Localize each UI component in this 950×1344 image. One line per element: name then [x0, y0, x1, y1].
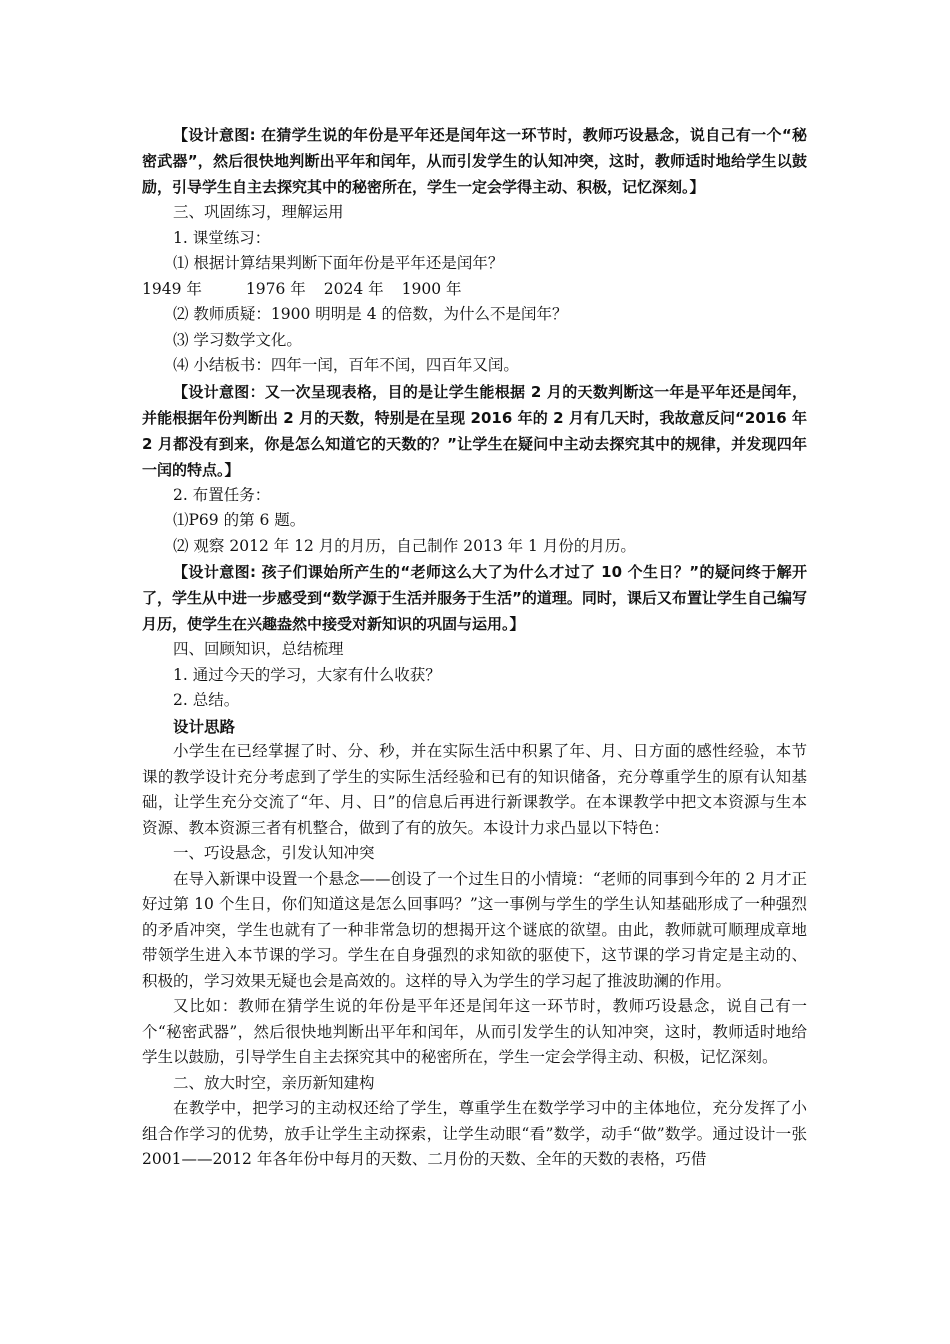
year-list — [142, 277, 807, 303]
design-ideas-title: 设计思路 — [173, 716, 236, 736]
feature-heading-2: 二、放大时空，亲历新知建构 — [173, 1073, 375, 1092]
feature-paragraph-1: 在导入新课中设置一个悬念——创设了一个过生日的小情境：“老师的同事到今年的 2 月才正好过第 10 个生日，你们知道这是怎么回事吗？”这一事例与学生的学生认知基础形成了一种强烈的矛盾冲突，学生也就有了一种非常急切的想揭开这个谜底的欲望。由此，教师就可顺理成章地带领学生进入本节课的学习。学生在自身强烈的求知欲的驱使下，这节课的学习肯定是主动的、积极的，学习效果无疑也会是高效的。这样的导入为学生的学习起了推波助澜的作用。 — [142, 869, 807, 990]
item-exercise-p69: ⑴P69 的第 6 题。 — [173, 511, 306, 529]
year-1949: 1949 年 — [142, 279, 202, 298]
section-heading-3: 三、巩固练习，理解运用 — [173, 203, 344, 221]
item-math-culture: ⑶ 学习数学文化。 — [173, 330, 302, 349]
feature-paragraph-2: 又比如：教师在猜学生说的年份是平年还是闰年这一环节时，教师巧设悬念，说自己有一个“秘密武器”，然后很快地判断出平年和闰年，从而引发学生的认知冲突，这时，教师适时地给学生以鼓励，引导学生自主去探究其中的秘密所在，学生一定会学得主动、积极，记忆深刻。 — [142, 997, 807, 1066]
item-assign-task: 2. 布置任务： — [173, 485, 271, 504]
item-summary: ⑷ 小结板书：四年一闰，百年不闰，四百年又闰。 — [173, 356, 519, 374]
item-conclusion: 2. 总结。 — [173, 691, 240, 709]
document-body — [142, 122, 807, 1173]
item-teacher-question: ⑵ 教师质疑：1900 明明是 4 的倍数，为什么不是闰年？ — [173, 305, 568, 323]
section-heading-4: 四、回顾知识，总结梳理 — [173, 640, 344, 658]
item-judge-years: ⑴ 根据计算结果判断下面年份是平年还是闰年？ — [173, 254, 504, 272]
design-intent-note-2: 【设计意图：又一次呈现表格，目的是让学生能根据 2 月的天数判断这一年是平年还是闰年，并能根据年份判断出 2 月的天数，特别是在呈现 2016 年的 2 月有几天时，我故意反问“2016 年 2 月都没有到来，你是怎么知道它的天数的？”让学生在疑问中主动去探究其中的规律，并发现四年一闰的特点。】 — [142, 382, 807, 479]
year-1976: 1976 年 — [245, 279, 306, 298]
item-harvest: 1. 通过今天的学习，大家有什么收获？ — [173, 665, 441, 684]
design-intent-note-3: 【设计意图: 孩子们课始所产生的“老师这么大了为什么才过了 10 个生日？”的疑问终于解开了，学生从中进一步感受到“数学源于生活并服务于生活”的道理。同时，课后又布置让学生自己编写月历，使学生在兴趣盎然中接受对新知识的巩固与运用。】 — [142, 563, 807, 633]
item-make-calendar: ⑵ 观察 2012 年 12 月的月历，自己制作 2013 年 1 月份的月历。 — [173, 536, 636, 555]
feature-paragraph-3: 在教学中，把学习的主动权还给了学生，尊重学生在数学学习中的主体地位，充分发挥了小组合作学习的优势，放手让学生主动探索，让学生动眼“看”数学，动手“做”数学。通过设计一张 2001——2012 年各年份中每月的天数、二月份的天数、全年的天数的表格，巧借 — [142, 1099, 807, 1168]
feature-heading-1: 一、巧设悬念，引发认知冲突 — [173, 844, 375, 862]
year-1900: 1900 年 — [401, 279, 462, 298]
item-classroom-practice: 1. 课堂练习： — [173, 228, 271, 247]
design-ideas-paragraph: 小学生在已经掌握了时、分、秒，并在实际生活中积累了年、月、日方面的感性经验，本节课的教学设计充分考虑到了学生的实际生活经验和已有的知识储备，充分尊重学生的原有认知基础，让学生充分交流了“年、月、日”的信息后再进行新课教学。在本课教学中把文本资源与生本资源、教本资源三者有机整合，做到了有的放矢。本设计力求凸显以下特色： — [142, 742, 807, 837]
design-intent-note-1: 【设计意图: 在猜学生说的年份是平年还是闰年这一环节时，教师巧设悬念，说自己有一个“秘密武器”，然后很快地判断出平年和闰年，从而引发学生的认知冲突，这时，教师适时地给学生以鼓励，引导学生自主去探究其中的秘密所在，学生一定会学得主动、积极，记忆深刻。】 — [142, 126, 807, 196]
year-2024: 2024 年 — [323, 279, 384, 298]
